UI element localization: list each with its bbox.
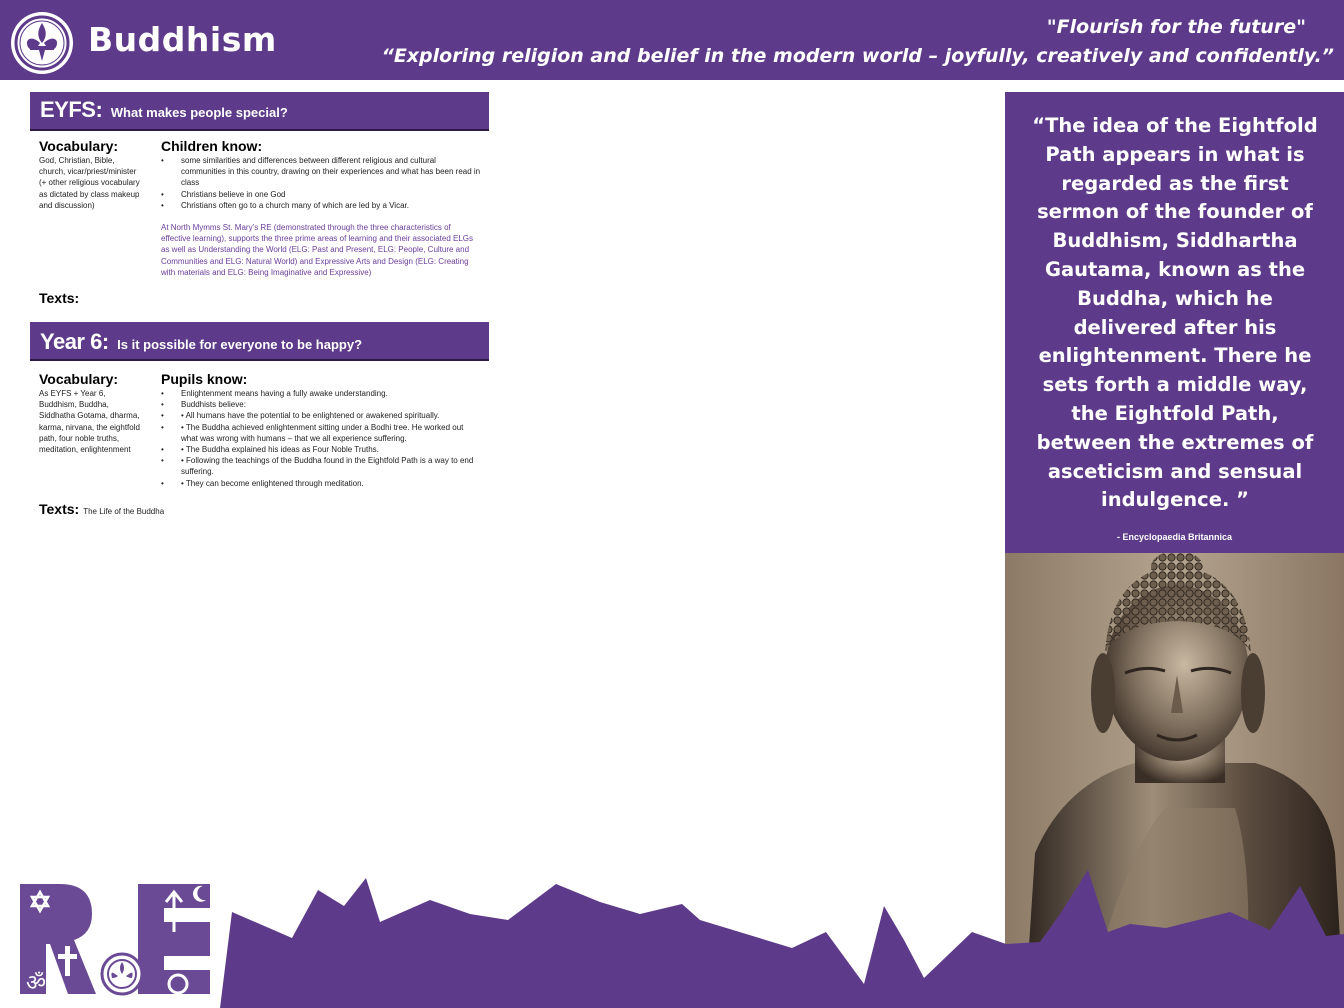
year6-pupils-know-label: Pupils know: <box>161 371 248 387</box>
eyfs-learning-note: At North Mymms St. Mary’s RE (demonstrated through the three characteristics of effective learning), supports the three prime areas of learning and their associated ELGs as well as Understanding the World (ELG: Past and Present, ELG: People, Culture and Communities and ELG: Natural World) and Expressive Arts and Design (ELG: Creating with materials and ELG: Being Imaginative and Expressive) <box>161 223 474 277</box>
quote-source: - Encyclopaedia Britannica <box>1116 532 1233 542</box>
school-motto: "Flourish for the future" <box>1046 16 1306 38</box>
eyfs-knowledge-list <box>161 155 481 211</box>
list-item: • • Following the teachings of the Buddha found in the Eightfold Path is a way to end suffering. <box>161 455 481 477</box>
quote-panel <box>1005 92 1344 553</box>
list-item: • Enlightenment means having a fully awake understanding. <box>161 388 481 399</box>
svg-text:ॐ: ॐ <box>26 971 47 996</box>
year6-question: Is it possible for everyone to be happy? <box>117 337 363 352</box>
re-logo <box>18 880 214 998</box>
page-title: Buddhism <box>88 20 277 59</box>
year6-texts-row <box>39 501 164 517</box>
year6-texts-value: The Life of the Buddha <box>83 507 165 516</box>
eyfs-vocabulary-text: God, Christian, Bible, church, vicar/priest/minister (+ other religious vocabulary as dictated by class makeup and discussion) <box>39 156 140 210</box>
list-item: • • The Buddha achieved enlightenment sitting under a Bodhi tree. He worked out what was wrong with humans – that we all experience suffering. <box>161 422 481 444</box>
year6-section-header <box>30 322 489 361</box>
eyfs-vocabulary-label: Vocabulary: <box>39 138 119 154</box>
eyfs-texts-label: Texts: <box>39 290 80 306</box>
eyfs-children-know-label: Children know: <box>161 138 263 154</box>
vision-statement: “Exploring religion and belief in the modern world – joyfully, creatively and confidently.” <box>381 45 1334 67</box>
list-item: • • The Buddha explained his ideas as Four Noble Truths. <box>161 444 481 455</box>
quote-text: “The idea of the Eightfold Path appears in what is regarded as the first sermon of the founder of Buddhism, Siddhartha Gautama, known as the Buddha, which he delivered after his enlightenment. There he sets forth a middle way, the Eightfold Path, between the extremes of asceticism and sensual indulgence. ” <box>1032 114 1318 512</box>
eyfs-question: What makes people special? <box>110 105 288 120</box>
eyfs-stage-label: EYFS: <box>40 97 103 122</box>
eyfs-section-header <box>30 92 489 131</box>
year6-knowledge-list <box>161 388 481 489</box>
list-item: • Christians believe in one God <box>161 189 481 200</box>
year6-stage-label: Year 6: <box>40 329 109 354</box>
list-item: • • All humans have the potential to be enlightened or awakened spiritually. <box>161 410 481 421</box>
list-item: • some similarities and differences between different religious and cultural communities in this country, drawing on their experiences and what has been read in class <box>161 155 481 189</box>
header-bar <box>0 0 1344 80</box>
school-crest-icon <box>10 11 74 75</box>
year6-vocabulary-text: As EYFS + Year 6, Buddhism, Buddha, Siddhatha Gotama, dharma, karma, nirvana, the eightfold path, four noble truths, meditation, enlightenment <box>39 389 140 455</box>
list-item: • Buddhists believe: <box>161 399 481 410</box>
list-item: • • They can become enlightened through meditation. <box>161 478 481 489</box>
year6-vocabulary-label: Vocabulary: <box>39 371 119 387</box>
list-item: • Christians often go to a church many of which are led by a Vicar. <box>161 200 481 211</box>
year6-texts-label: Texts: <box>39 501 80 517</box>
